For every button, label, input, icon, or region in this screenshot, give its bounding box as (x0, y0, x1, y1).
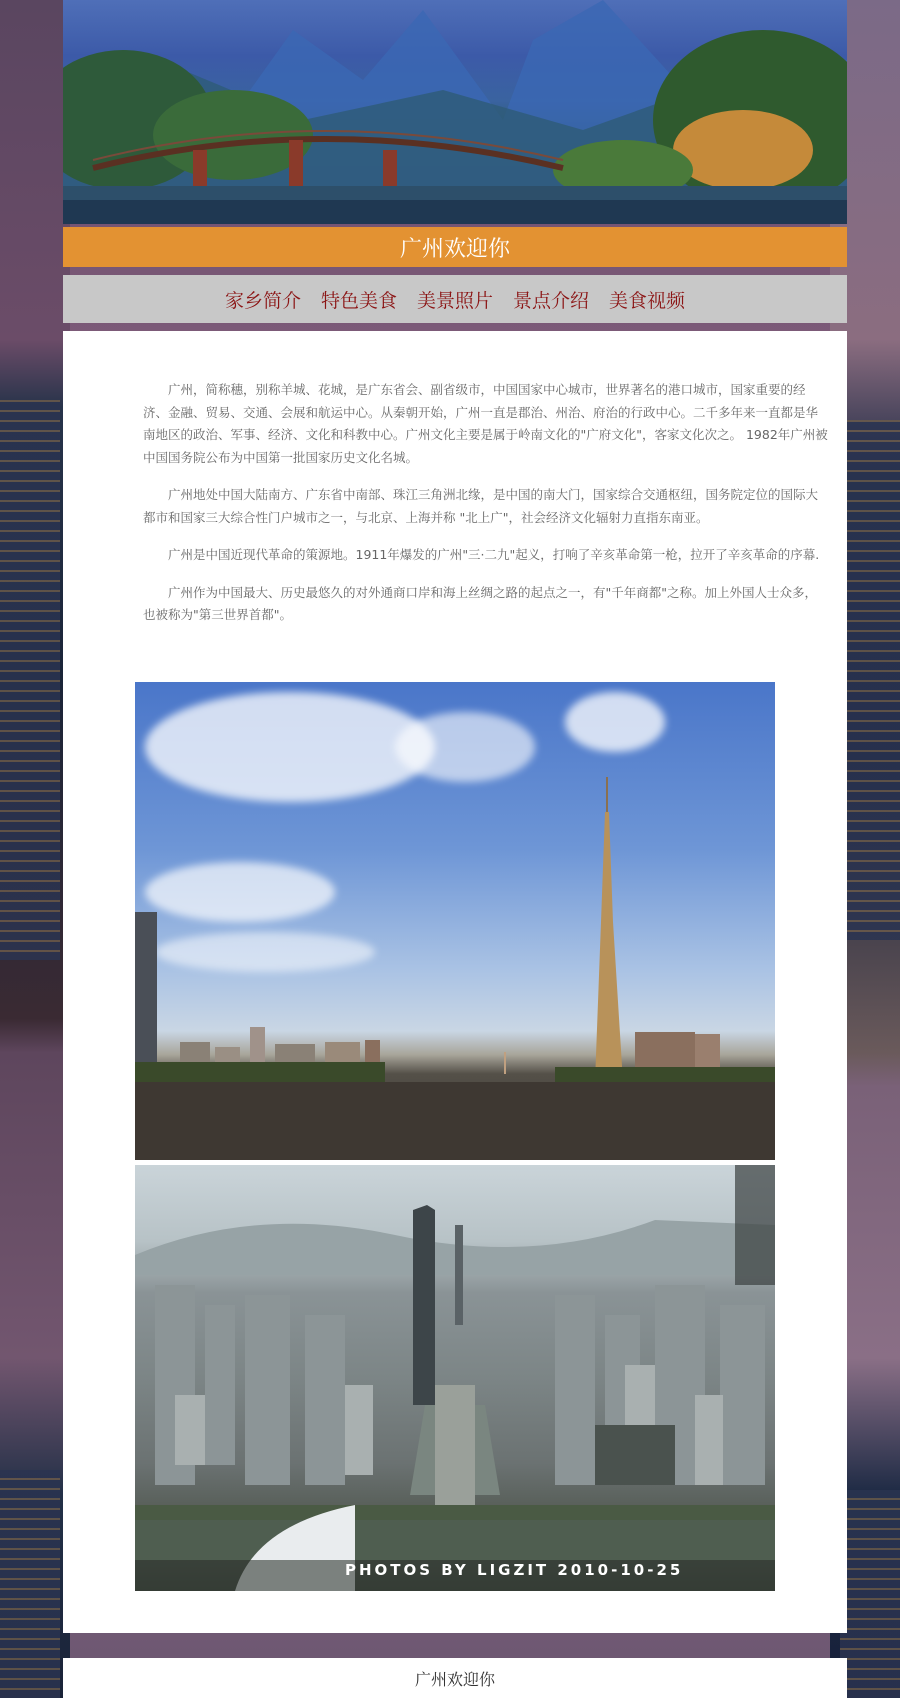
header-banner-image (63, 0, 847, 224)
welcome-title: 广州欢迎你 (399, 236, 510, 262)
page-footer (63, 1658, 847, 1698)
city-aerial-scene (135, 1165, 775, 1591)
nav-item-food-videos[interactable]: 美食视频 (609, 289, 686, 312)
nav-item-attractions[interactable]: 景点介绍 (513, 289, 590, 312)
background-building (840, 420, 900, 940)
footer-text: 广州欢迎你 (414, 1669, 495, 1689)
article-paragraph: 广州，简称穗，别称羊城、花城，是广东省会、副省级市，中国国家中心城市，世界著名的港口城市，国家重要的经济、金融、贸易、交通、会展和航运中心。从秦朝开始，广州一直是郡治、州治、府治的行政中心。二千多年来一直都是华南地区的政治、军事、经济、文化和科教中心。广州文化主要是属于岭南文化的"广府文化"，客家文化次之。 1982年广州被中国国务院公布为中国第一批国家历史文化名城。 (143, 382, 828, 465)
article-text (143, 379, 829, 642)
background-building (0, 1470, 60, 1698)
nav-item-local-food[interactable]: 特色美食 (320, 289, 397, 312)
article-paragraph: 广州地处中国大陆南方、广东省中南部、珠江三角洲北缘，是中国的南大门，国家综合交通枢纽，国务院定位的国际大都市和国家三大综合性门户城市之一，与北京、上海并称 "北上广"，社会经济文化辐射力直指东南亚。 (143, 487, 819, 525)
nav-item-hometown-intro[interactable]: 家乡简介 (224, 289, 301, 312)
article-paragraph: 广州作为中国最大、历史最悠久的对外通商口岸和海上丝绸之路的起点之一，有"千年商都"之称。加上外国人士众多，也被称为"第三世界首都"。 (143, 584, 818, 622)
photo-canton-tower (135, 682, 775, 1160)
main-content (63, 331, 847, 1633)
background-building (840, 1490, 900, 1698)
nav-item-scenery-photos[interactable]: 美景照片 (416, 289, 493, 312)
background-building (0, 400, 60, 960)
welcome-title-bar (63, 227, 847, 267)
photo-watermark: PHOTOS BY LIGZIT 2010-10-25 (345, 1561, 684, 1579)
banner-landscape-illustration (63, 0, 847, 224)
main-navigation (63, 275, 847, 323)
photo-city-aerial (135, 1165, 775, 1591)
article-paragraph: 广州是中国近现代革命的策源地。1911年爆发的广州"三·二九"起义，打响了辛亥革命第一枪，拉开了辛亥革命的序幕. (168, 547, 820, 562)
canton-tower-scene (135, 682, 775, 1160)
background-left-cityscape (0, 0, 70, 1698)
